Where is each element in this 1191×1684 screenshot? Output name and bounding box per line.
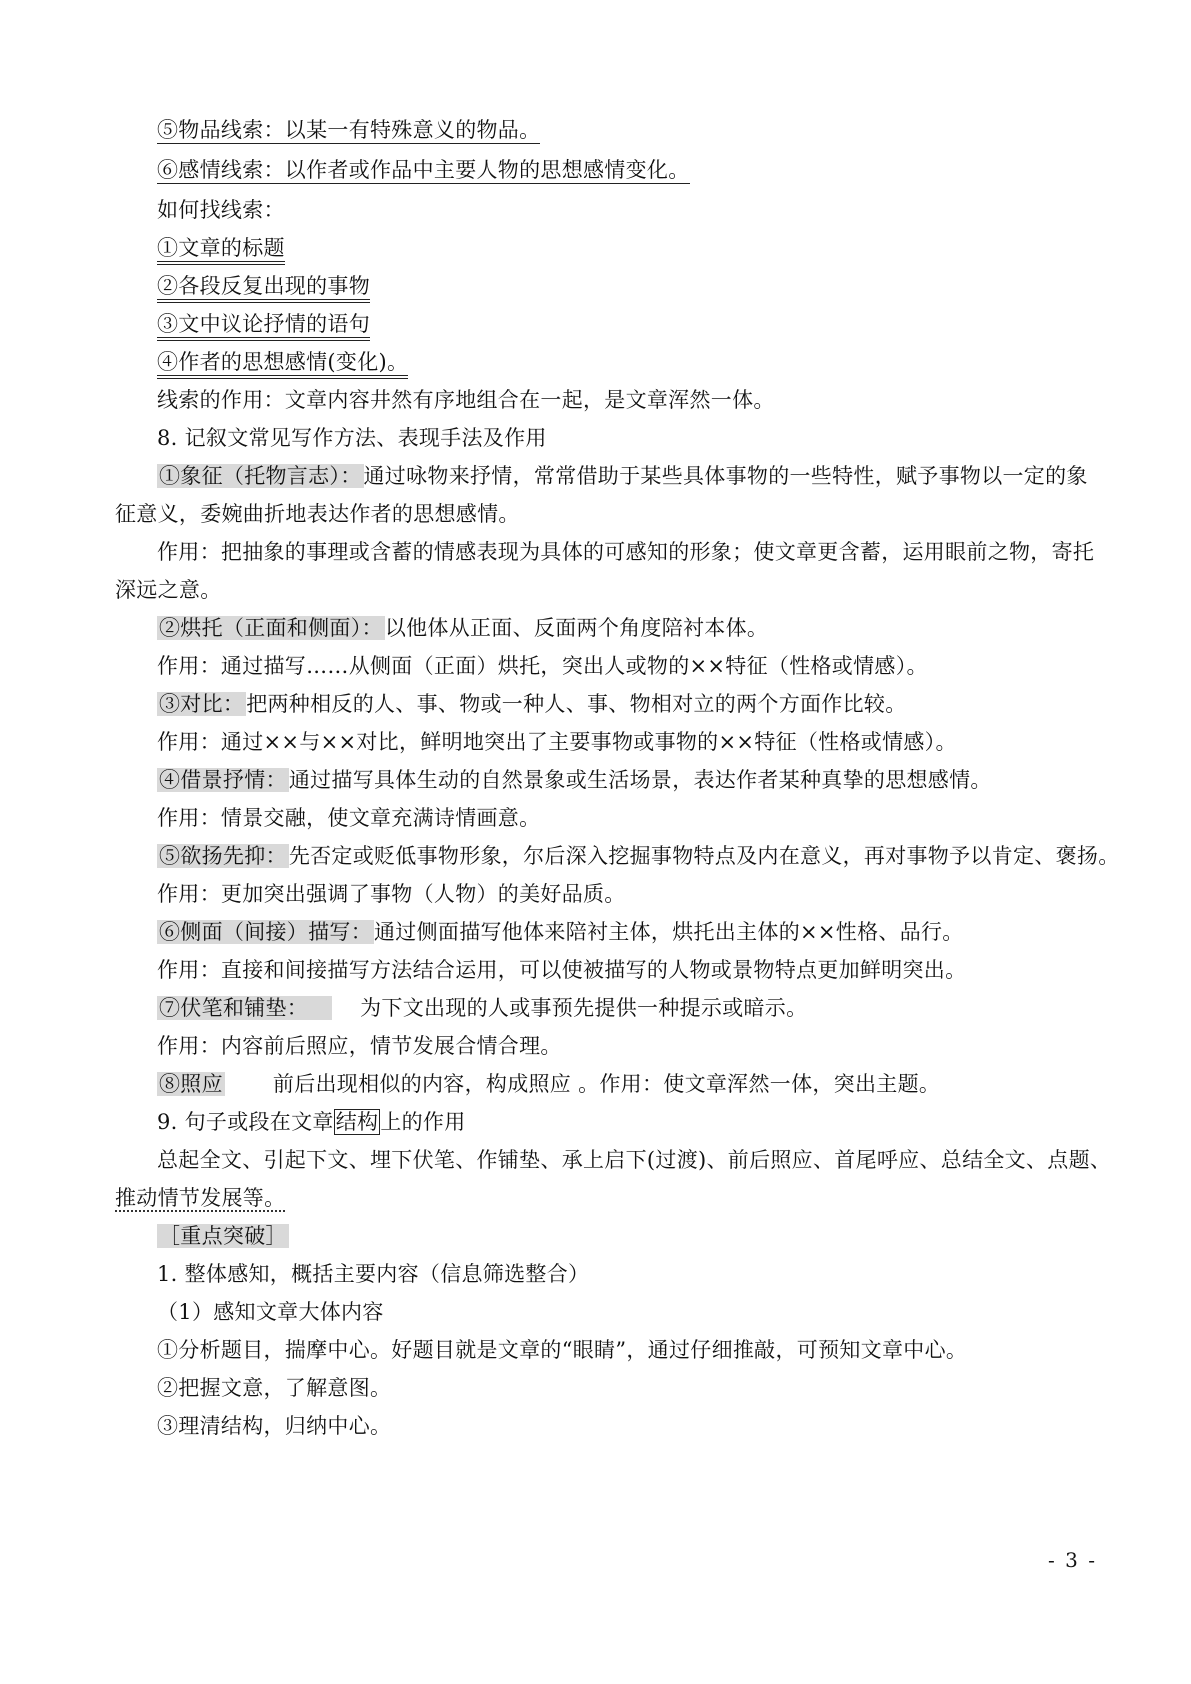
symbol-effect-line-2: 深远之意。 (115, 578, 222, 602)
foil-definition: ②烘托（正面和侧面）：以他体从正面、反面两个角度陪衬本体。 (159, 616, 769, 640)
key-sub-1: （1）感知文章大体内容 (157, 1300, 384, 1324)
section-9-body-line-2: 推动情节发展等。 (115, 1186, 286, 1210)
echo-definition: ⑧照应 前后出现相似的内容，构成照应 。作用：使文章浑然一体，突出主题。 (159, 1072, 941, 1096)
foil-effect: 作用：通过描写……从侧面（正面）烘托，突出人或物的××特征（性格或情感）。 (157, 654, 928, 678)
clue-function: 线索的作用：文章内容井然有序地组合在一起，是文章浑然一体。 (157, 388, 775, 412)
symbol-definition-line-2: 征意义，委婉曲折地表达作者的思想感情。 (115, 502, 520, 526)
section-9-body-line-1: 总起全文、引起下文、埋下伏笔、作铺垫、承上启下(过渡)、前后照应、首尾呼应、总结全文、点题、 (157, 1148, 1112, 1172)
symbol-term: ①象征（托物言志）： (159, 464, 362, 488)
find-clues-item-3: ③文中议论抒情的语句 (157, 310, 370, 338)
find-clues-item-4: ④作者的思想感情(变化)。 (157, 348, 408, 376)
structure-boxed-word: 结构 (335, 1110, 379, 1134)
foreshadow-definition: ⑦伏笔和铺垫： 为下文出现的人或事预先提供一种提示或暗示。 (159, 996, 808, 1020)
key-point-3: ③理清结构，归纳中心。 (157, 1414, 392, 1438)
section-8-heading: 8. 记叙文常见写作方法、表现手法及作用 (157, 426, 547, 450)
suppress-definition: ⑤欲扬先抑：先否定或贬低事物形象，尔后深入挖掘事物特点及内在意义，再对事物予以肯定、褒扬。 (159, 844, 1120, 868)
key-item-1: 1. 整体感知，概括主要内容（信息筛选整合） (157, 1262, 590, 1286)
clue-type-item-5: ⑤物品线索：以某一有特殊意义的物品。 (157, 118, 541, 142)
key-breakthrough-label: ［重点突破］ (159, 1224, 287, 1248)
scenery-effect: 作用：情景交融，使文章充满诗情画意。 (157, 806, 541, 830)
clue-type-item-6: ⑥感情线索：以作者或作品中主要人物的思想感情变化。 (157, 158, 690, 182)
find-clues-heading: 如何找线索： (157, 198, 285, 222)
section-9-heading: 9. 句子或段在文章结构上的作用 (157, 1110, 466, 1134)
contrast-effect: 作用：通过××与××对比，鲜明地突出了主要事物或事物的××特征（性格或情感）。 (157, 730, 957, 754)
contrast-definition: ③对比：把两种相反的人、事、物或一种人、事、物相对立的两个方面作比较。 (159, 692, 907, 716)
indirect-effect: 作用：直接和间接描写方法结合运用，可以使被描写的人物或景物特点更加鲜明突出。 (157, 958, 967, 982)
symbol-definition-line-1: ①象征（托物言志）：通过咏物来抒情，常常借助于某些具体事物的一些特性，赋予事物以一定的象 (159, 464, 1088, 488)
scenery-term: ④借景抒情： (159, 768, 287, 792)
find-clues-item-2: ②各段反复出现的事物 (157, 272, 370, 300)
foreshadow-term: ⑦伏笔和铺垫： (157, 996, 332, 1020)
page-number: - 3 - (1048, 1548, 1097, 1572)
suppress-term: ⑤欲扬先抑： (159, 844, 287, 868)
suppress-effect: 作用：更加突出强调了事物（人物）的美好品质。 (157, 882, 626, 906)
indirect-definition: ⑥侧面（间接）描写：通过侧面描写他体来陪衬主体，烘托出主体的××性格、品行。 (159, 920, 964, 944)
indirect-term: ⑥侧面（间接）描写： (159, 920, 372, 944)
key-point-2: ②把握文意，了解意图。 (157, 1376, 392, 1400)
find-clues-item-1: ①文章的标题 (157, 234, 285, 262)
foreshadow-effect: 作用：内容前后照应，情节发展合情合理。 (157, 1034, 562, 1058)
echo-term: ⑧照应 (159, 1072, 223, 1096)
scenery-definition: ④借景抒情：通过描写具体生动的自然景象或生活场景，表达作者某种真挚的思想感情。 (159, 768, 992, 792)
symbol-effect-line-1: 作用：把抽象的事理或含蓄的情感表现为具体的可感知的形象；使文章更含蓄，运用眼前之物，寄托 (157, 540, 1095, 564)
contrast-term: ③对比： (159, 692, 245, 716)
foil-term: ②烘托（正面和侧面）： (159, 616, 383, 640)
key-point-1: ①分析题目，揣摩中心。好题目就是文章的“眼睛”，通过仔细推敲，可预知文章中心。 (157, 1338, 968, 1362)
